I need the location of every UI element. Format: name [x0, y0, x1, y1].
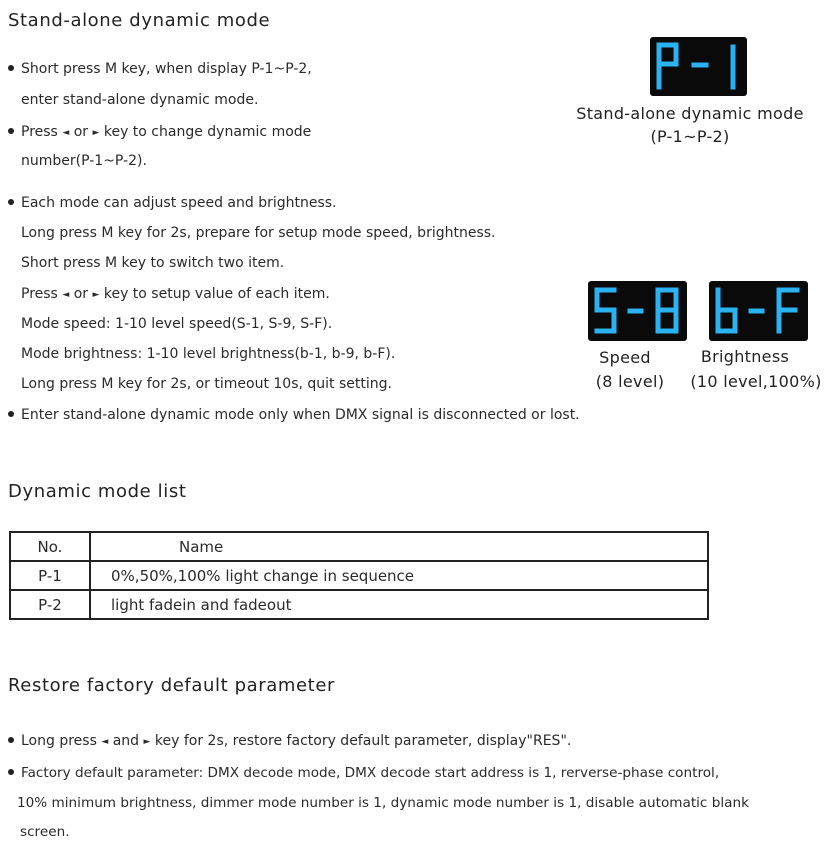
text-factory-default-cont: 10% minimum brightness, dimmer mode number is 1, dynamic mode number is 1, disable automatic blank — [17, 795, 749, 811]
caption-speed-level: (8 level) — [595, 372, 665, 391]
header-no: No. — [10, 532, 90, 561]
right-arrow-icon: ► — [92, 290, 100, 300]
right-arrow-icon: ► — [143, 737, 151, 747]
bullet-dmx-lost: Enter stand-alone dynamic mode only when DMX signal is disconnected or lost. — [8, 407, 580, 423]
header-name: Name — [90, 532, 708, 561]
text-quit-setting: Long press M key for 2s, or timeout 10s, quit setting. — [21, 376, 392, 392]
lcd-display-speed — [588, 281, 687, 341]
text-factory-default-end: screen. — [20, 824, 70, 840]
caption-brightness-level: (10 level,100%) — [690, 372, 822, 391]
bullet-dot — [8, 737, 14, 743]
text-press-setup-value: Press ◄ or ► key to setup value of each item. — [21, 286, 330, 302]
lcd-display-p1 — [650, 37, 747, 96]
bullet-press-arrows-cont: number(P-1~P-2). — [21, 153, 147, 169]
left-arrow-icon: ◄ — [62, 128, 70, 138]
table-header-row — [10, 532, 708, 561]
lcd-speed-glyphs — [588, 281, 687, 341]
right-arrow-icon: ► — [92, 128, 100, 138]
lcd-display-brightness — [709, 281, 808, 341]
caption-brightness: Brightness — [700, 347, 790, 366]
text-mode-brightness: Mode brightness: 1-10 level brightness(b-1, b-9, b-F). — [21, 346, 396, 362]
left-arrow-icon: ◄ — [101, 737, 109, 747]
bullet-dot — [8, 411, 14, 417]
caption-p-range: (P-1~P-2) — [650, 127, 730, 146]
left-arrow-icon: ◄ — [62, 290, 70, 300]
section-title-standalone: Stand-alone dynamic mode — [8, 10, 271, 31]
text-long-press-setup: Long press M key for 2s, prepare for setup mode speed, brightness. — [21, 225, 496, 241]
cell-no: P-1 — [10, 561, 90, 590]
cell-no: P-2 — [10, 590, 90, 619]
bullet-each-mode: Each mode can adjust speed and brightness. — [8, 195, 337, 211]
table-row — [10, 590, 708, 619]
text-mode-speed: Mode speed: 1-10 level speed(S-1, S-9, S-F). — [21, 316, 333, 332]
lcd-p1-glyphs — [650, 37, 747, 96]
bullet-dot — [8, 199, 14, 205]
section-title-restore: Restore factory default parameter — [8, 675, 336, 696]
bullet-short-press-cont: enter stand-alone dynamic mode. — [21, 92, 259, 108]
caption-standalone: Stand-alone dynamic mode — [576, 104, 804, 123]
bullet-short-press: Short press M key, when display P-1~P-2, — [8, 61, 312, 77]
bullet-dot — [8, 128, 14, 134]
caption-speed: Speed — [599, 348, 651, 367]
bullet-factory-default: Factory default parameter: DMX decode mode, DMX decode start address is 1, rerverse-phase control, — [8, 765, 719, 781]
dynamic-mode-table — [9, 531, 709, 620]
bullet-dot — [8, 769, 14, 775]
lcd-brightness-glyphs — [709, 281, 808, 341]
cell-name: light fadein and fadeout — [90, 590, 708, 619]
bullet-dot — [8, 65, 14, 71]
bullet-press-arrows: Press ◄ or ► key to change dynamic mode — [8, 124, 311, 140]
text-short-press-switch: Short press M key to switch two item. — [21, 255, 285, 271]
bullet-restore: Long press ◄ and ► key for 2s, restore factory default parameter, display"RES". — [8, 733, 571, 749]
table-row — [10, 561, 708, 590]
section-title-mode-list: Dynamic mode list — [8, 481, 187, 502]
cell-name: 0%,50%,100% light change in sequence — [90, 561, 708, 590]
